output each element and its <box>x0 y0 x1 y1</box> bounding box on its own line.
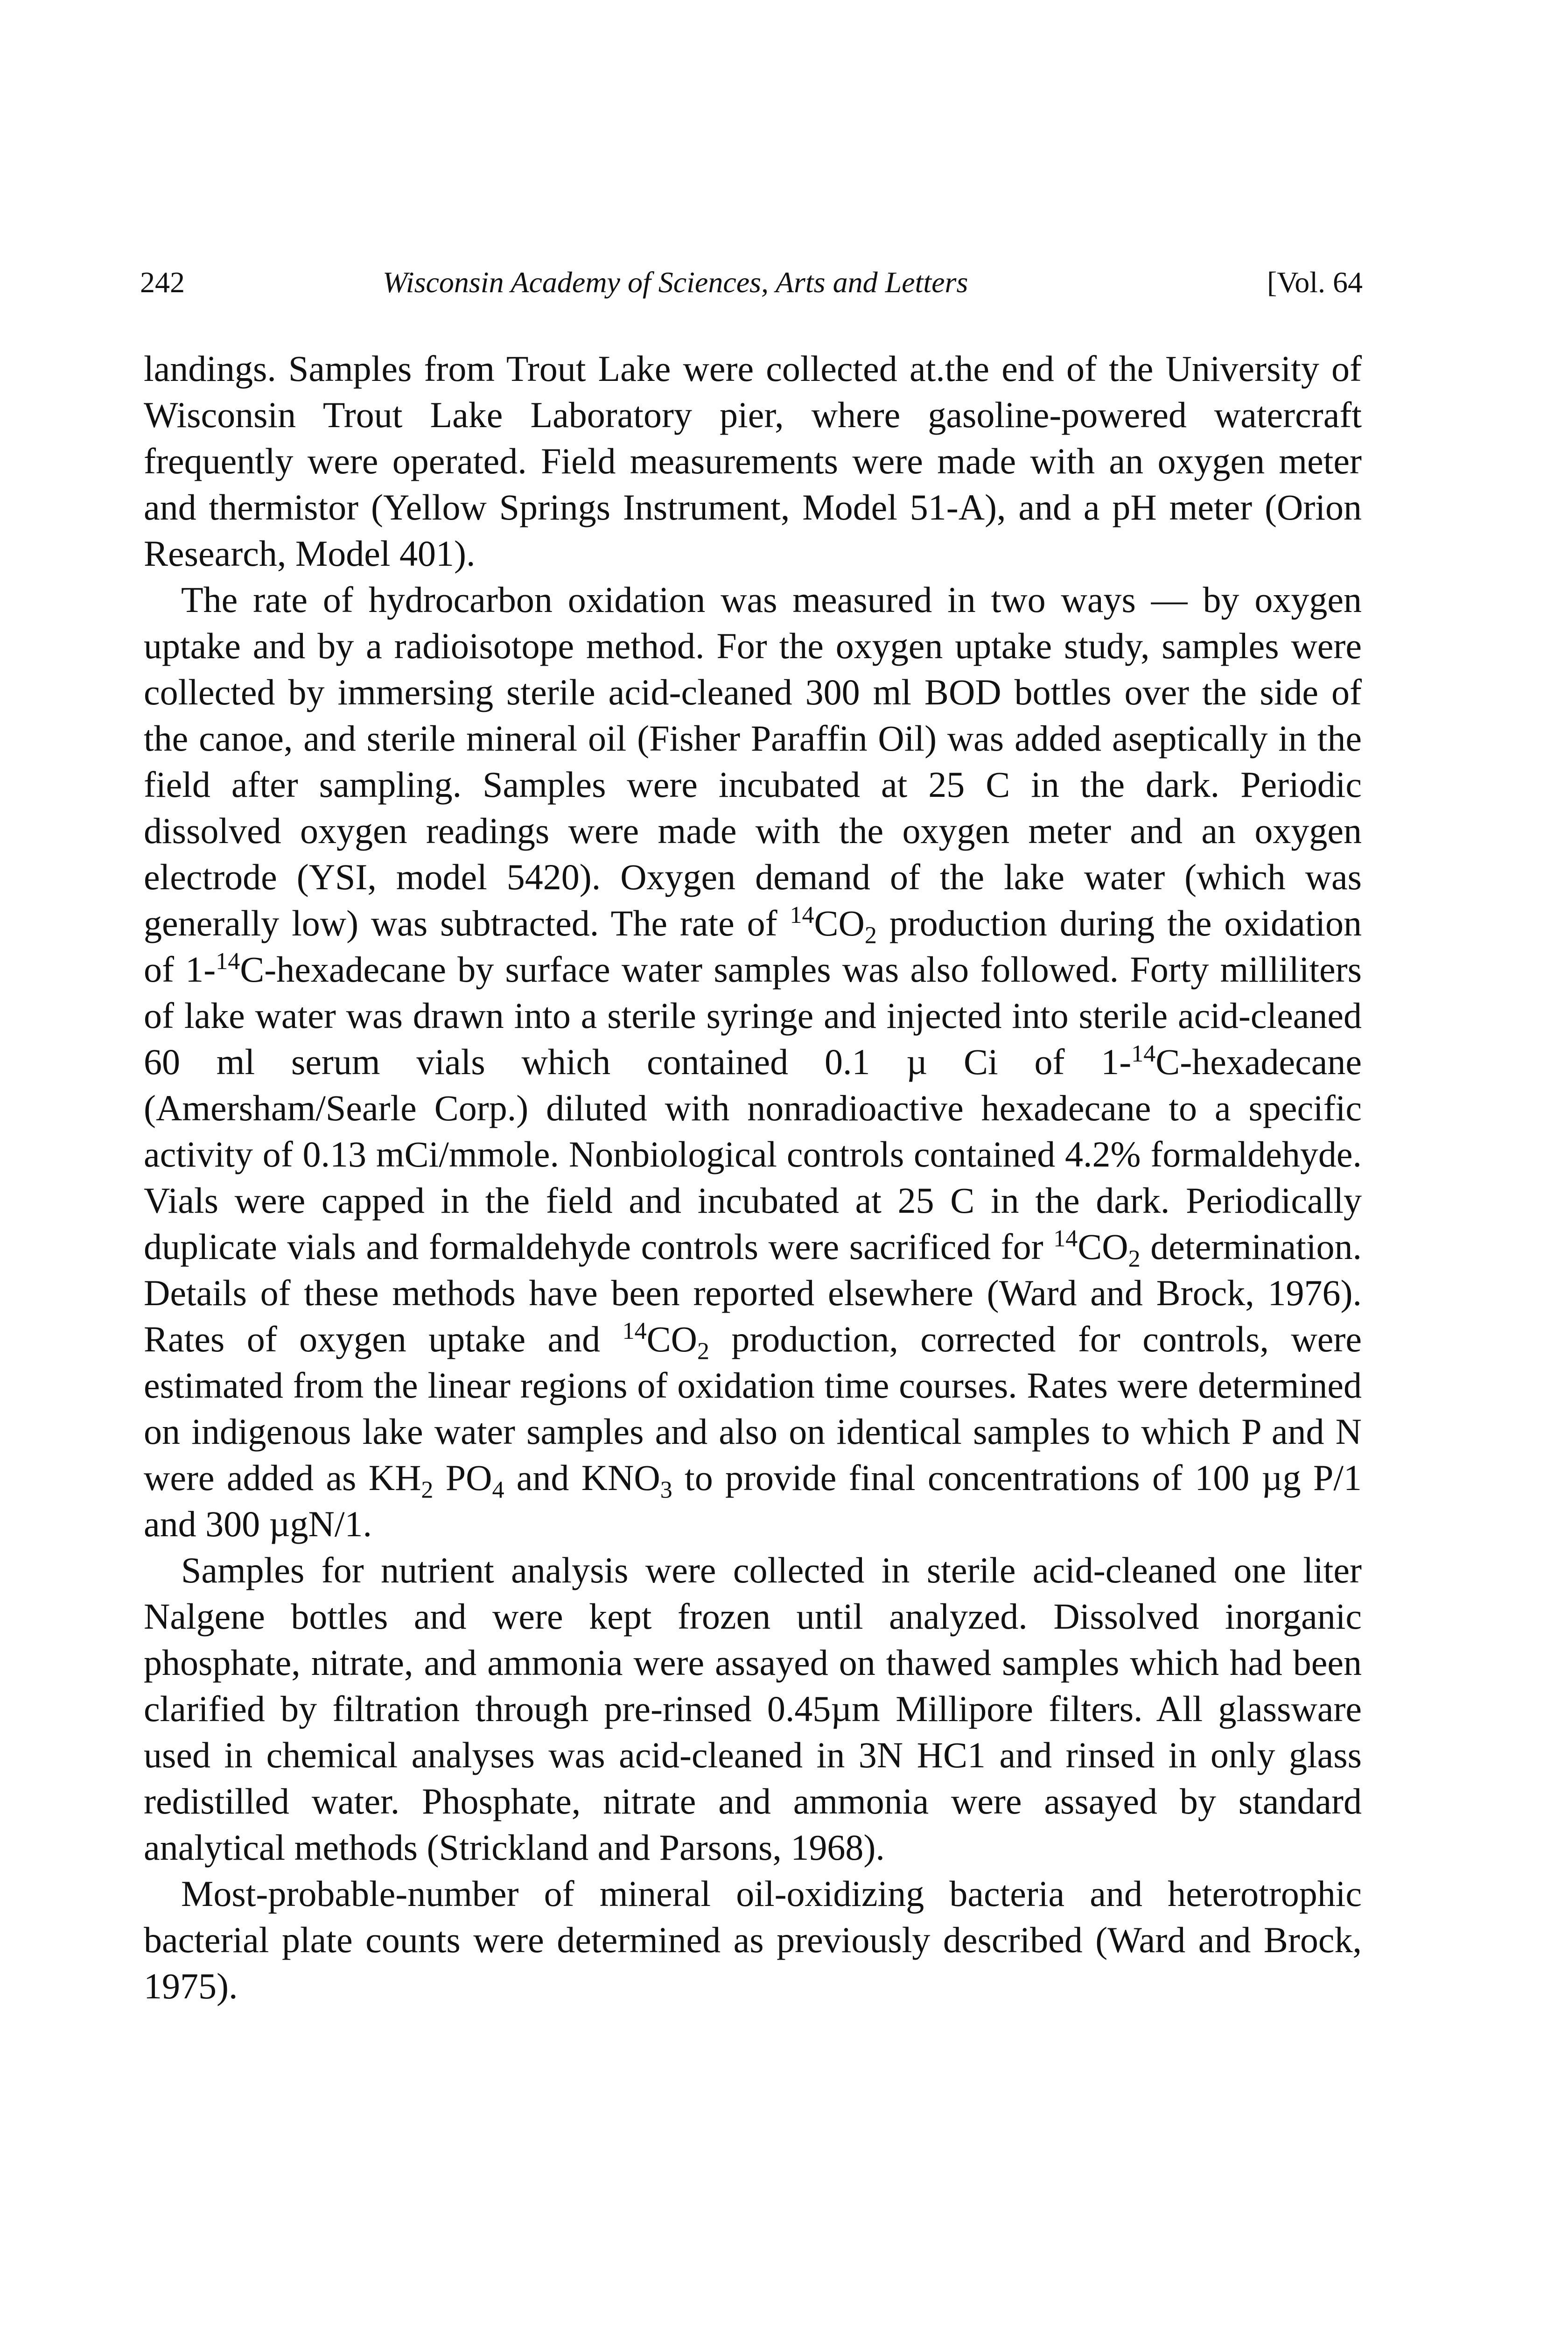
text-segment: CO <box>646 1319 697 1359</box>
text-segment: and KNO <box>504 1457 660 1498</box>
text-sub: 2 <box>421 1476 434 1504</box>
text-sup: 14 <box>622 1318 647 1344</box>
volume-label: [Vol. 64 <box>1267 266 1363 299</box>
text-sub: 4 <box>492 1476 504 1504</box>
text-segment: CO <box>814 903 865 943</box>
paragraph-4 <box>144 1870 1362 2009</box>
text-sub: 2 <box>697 1338 709 1365</box>
paragraph-2 <box>144 576 1362 1547</box>
text-segment: to provide final concentrations of 100 µg P/1 and 300 µgN/1. <box>144 1457 1362 1544</box>
text-segment: landings. Samples from Trout Lake were collected at.the end of the University of Wisconsin Trout Lake Laboratory pier, where gasoline-powered watercraft frequently were operated. Field measurements were made with an oxygen meter and thermistor (Yellow Springs Instrument, Model 51-A), and a pH meter (Orion Research, Model 401). <box>144 348 1362 574</box>
text-segment: PO <box>433 1457 492 1498</box>
text-segment: Samples for nutrient analysis were collected in sterile acid-cleaned one liter Nalgene bottles and were kept frozen until analyzed. Dissolved inorganic phosphate, nitrate, and ammonia were assayed on thawed samples which had been clarified by filtration through pre-rinsed 0.45µm Millipore filters. All glassware used in chemical analyses was acid-cleaned in 3N HC1 and rinsed in only glass redistilled water. Phosphate, nitrate and ammonia were assayed by standard analytical methods (Strickland and Parsons, 1968). <box>144 1550 1362 1868</box>
text-segment: production, corrected for controls, were estimated from the linear regions of oxidation time courses. Rates were determined on indigenous lake water samples and also on identical samples to which P and N were added as KH <box>144 1319 1362 1498</box>
text-sup: 14 <box>1053 1225 1078 1252</box>
text-sup: 14 <box>216 948 240 975</box>
body-text <box>144 345 1362 2009</box>
paragraph-3 <box>144 1547 1362 1870</box>
text-segment: The rate of hydrocarbon oxidation was measured in two ways — by oxygen uptake and by a radioisotope method. For the oxygen uptake study, samples were collected by immersing sterile acid-cleaned 300 ml BOD bottles over the side of the canoe, and sterile mineral oil (Fisher Paraffin Oil) was added aseptically in the field after sampling. Samples were incubated at 25 C in the dark. Periodic dissolved oxygen readings were made with the oxygen meter and an oxygen electrode (YSI, model 5420). Oxygen demand of the lake water (which was generally low) was subtracted. The rate of <box>144 579 1362 943</box>
text-segment: CO <box>1078 1226 1128 1267</box>
text-segment: determination. Details of these methods have been reported elsewhere (Ward and Brock, 1976). Rates of oxygen uptake and <box>144 1226 1362 1359</box>
page-number: 242 <box>140 266 185 299</box>
text-segment: C-hexadecane by surface water samples was also followed. Forty milliliters of lake water was drawn into a sterile syringe and injected into sterile acid-cleaned 60 ml serum vials which contained 0.1 µ Ci of 1- <box>144 949 1362 1082</box>
text-segment: C-hexadecane (Amersham/Searle Corp.) diluted with nonradioactive hexadecane to a specific activity of 0.13 mCi/mmole. Nonbiological controls contained 4.2% formaldehyde. Vials were capped in the field and incubated at 25 C in the dark. Periodically duplicate vials and formaldehyde controls were sacrificed for <box>144 1041 1362 1267</box>
text-sup: 14 <box>790 902 814 928</box>
text-sub: 3 <box>660 1476 672 1504</box>
text-sup: 14 <box>1131 1040 1156 1067</box>
text-sub: 2 <box>864 922 877 949</box>
text-segment: Most-probable-number of mineral oil-oxidizing bacteria and heterotrophic bacterial plate counts were determined as previously described (Ward and Brock, 1975). <box>144 1873 1362 2006</box>
running-header <box>140 261 1363 303</box>
paragraph-1 <box>144 345 1362 576</box>
text-sub: 2 <box>1128 1245 1141 1272</box>
text-segment: production during the oxidation of 1- <box>144 903 1362 990</box>
journal-title: Wisconsin Academy of Sciences, Arts and Letters <box>383 266 968 299</box>
